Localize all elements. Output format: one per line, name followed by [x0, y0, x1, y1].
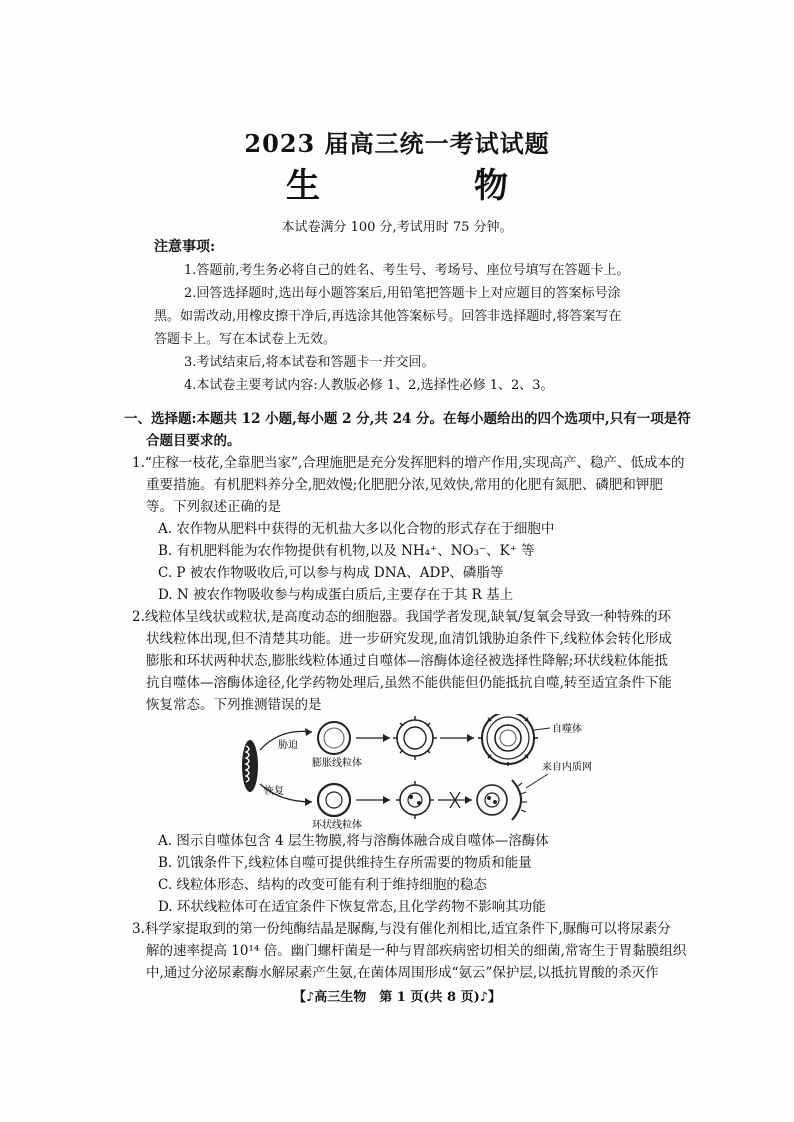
notice-line: 黑。如需改动,用橡皮擦干净后,再选涂其他答案标号。回答非选择题时,将答案写在	[154, 309, 622, 324]
autophagosome-label: 自噬体	[552, 724, 582, 735]
question-2-stem: 恢复常态。下列推测错误的是	[146, 697, 322, 713]
question-1-stem: 等。下列叙述正确的是	[146, 499, 281, 515]
question-2-option-b: B. 饥饿条件下,线粒体自噬可提供维持生存所需要的物质和能量	[158, 855, 532, 871]
stress-label: 胁迫	[278, 740, 298, 751]
notice-line: 答题卡上。写在本试卷上无效。	[154, 332, 337, 347]
notice-line: 3.考试结束后,将本试卷和答题卡一并交回。	[184, 355, 435, 370]
autophagosome	[478, 714, 538, 766]
ring-resistant	[477, 785, 507, 815]
notice-line: 2.回答选择题时,选出每小题答案后,用铅笔把答题卡上对应题目的答案标号涂	[184, 286, 621, 301]
er-label: 来自内质网	[542, 762, 592, 773]
question-1-option-c: C. P 被农作物吸收后,可以参与构成 DNA、ADP、磷脂等	[158, 565, 504, 581]
mitochondrion-original	[242, 740, 258, 792]
mitochondria-diagram	[230, 714, 630, 832]
subject-title: 生 物	[286, 166, 568, 206]
notice-line: 1.答题前,考生务必将自己的姓名、考生号、考场号、座位号填写在答题卡上。	[184, 263, 630, 278]
notice-line: 4.本试卷主要考试内容:人教版必修 1、2,选择性必修 1、2、3。	[184, 378, 554, 393]
question-2-option-d: D. 环状线粒体可在适宜条件下恢复常态,且化学药物不影响其功能	[158, 899, 546, 915]
autophagosome-pointer	[534, 728, 550, 730]
swollen-label: 膨胀线粒体	[312, 758, 362, 769]
question-2-option-a: A. 图示自噬体包含 4 层生物膜,将与溶酶体融合成自噬体—溶酶体	[158, 833, 549, 849]
question-1-stem: 重要措施。有机肥料养分全,肥效慢;化肥肥分浓,见效快,常用的化肥有氮肥、磷肥和钾肥	[146, 477, 663, 493]
question-2-stem: 状线粒体出现,但不清楚其功能。进一步研究发现,血清饥饿胁迫条件下,线粒体会转化形成	[146, 631, 672, 647]
notice-heading: 注意事项:	[154, 239, 216, 255]
question-3-stem: 中,通过分泌尿素酶水解尿素产生氨,在菌体周围形成“氨云”保护层,以抵抗胃酸的杀灭作	[146, 965, 659, 981]
question-1-option-d: D. N 被农作物吸收参与构成蛋白质后,主要存在于其 R 基上	[158, 587, 514, 603]
phagophore-top	[393, 716, 437, 760]
section-heading: 一、选择题:本题共 12 小题,每小题 2 分,共 24 分。在每小题给出的四个选项中,只有一项是符	[124, 411, 691, 427]
question-1-option-a: A. 农作物从肥料中获得的无机盐大多以化合物的形式存在于细胞中	[158, 521, 555, 537]
exam-info: 本试卷满分 100 分,考试用时 75 分钟。	[281, 220, 513, 235]
question-1-option-b: B. 有机肥料能为农作物提供有机物,以及 NH₄⁺、NO₃⁻、K⁺ 等	[158, 543, 535, 559]
ring-label: 环状线粒体	[312, 820, 362, 831]
ring-phagophore	[396, 781, 434, 819]
er-pointer	[526, 774, 548, 788]
question-3-stem: 3.科学家提取到的第一份纯酶结晶是脲酶,与没有催化剂相比,适宜条件下,脲酶可以将尿素分	[132, 921, 671, 937]
page-footer: 【♪高三生物 第 1 页(共 8 页)♪】	[292, 990, 502, 1005]
question-1-stem: 1.“庄稼一枝花,全靠肥当家”,合理施肥是充分发挥肥料的增产作用,实现高产、稳产、低成本的	[132, 455, 685, 471]
swollen-mitochondrion	[318, 722, 350, 754]
question-2-option-c: C. 线粒体形态、结构的改变可能有利于维持细胞的稳态	[158, 877, 487, 893]
question-2-stem: 抗自噬体—溶酶体途径,化学药物处理后,虽然不能供能但仍能抵抗自噬,转至适宜条件下能	[146, 675, 672, 691]
exam-title: 2023 届高三统一考试试题	[244, 129, 550, 158]
ring-mitochondrion	[318, 784, 350, 816]
er-membrane	[512, 780, 521, 820]
question-2-stem: 2.线粒体呈线状或粒状,是高度动态的细胞器。我国学者发现,缺氧/复氧会导致一种特殊的环	[132, 609, 672, 625]
question-3-stem: 解的速率提高 10¹⁴ 倍。幽门螺杆菌是一种与胃部疾病密切相关的细菌,常寄生于胃黏膜组织	[146, 943, 687, 959]
recover-label: 恢复	[264, 786, 284, 797]
question-2-stem: 膨胀和环状两种状态,膨胀线粒体通过自噬体—溶酶体途径被选择性降解;环状线粒体能抵	[146, 653, 668, 669]
section-heading-cont: 合题目要求的。	[146, 433, 241, 449]
